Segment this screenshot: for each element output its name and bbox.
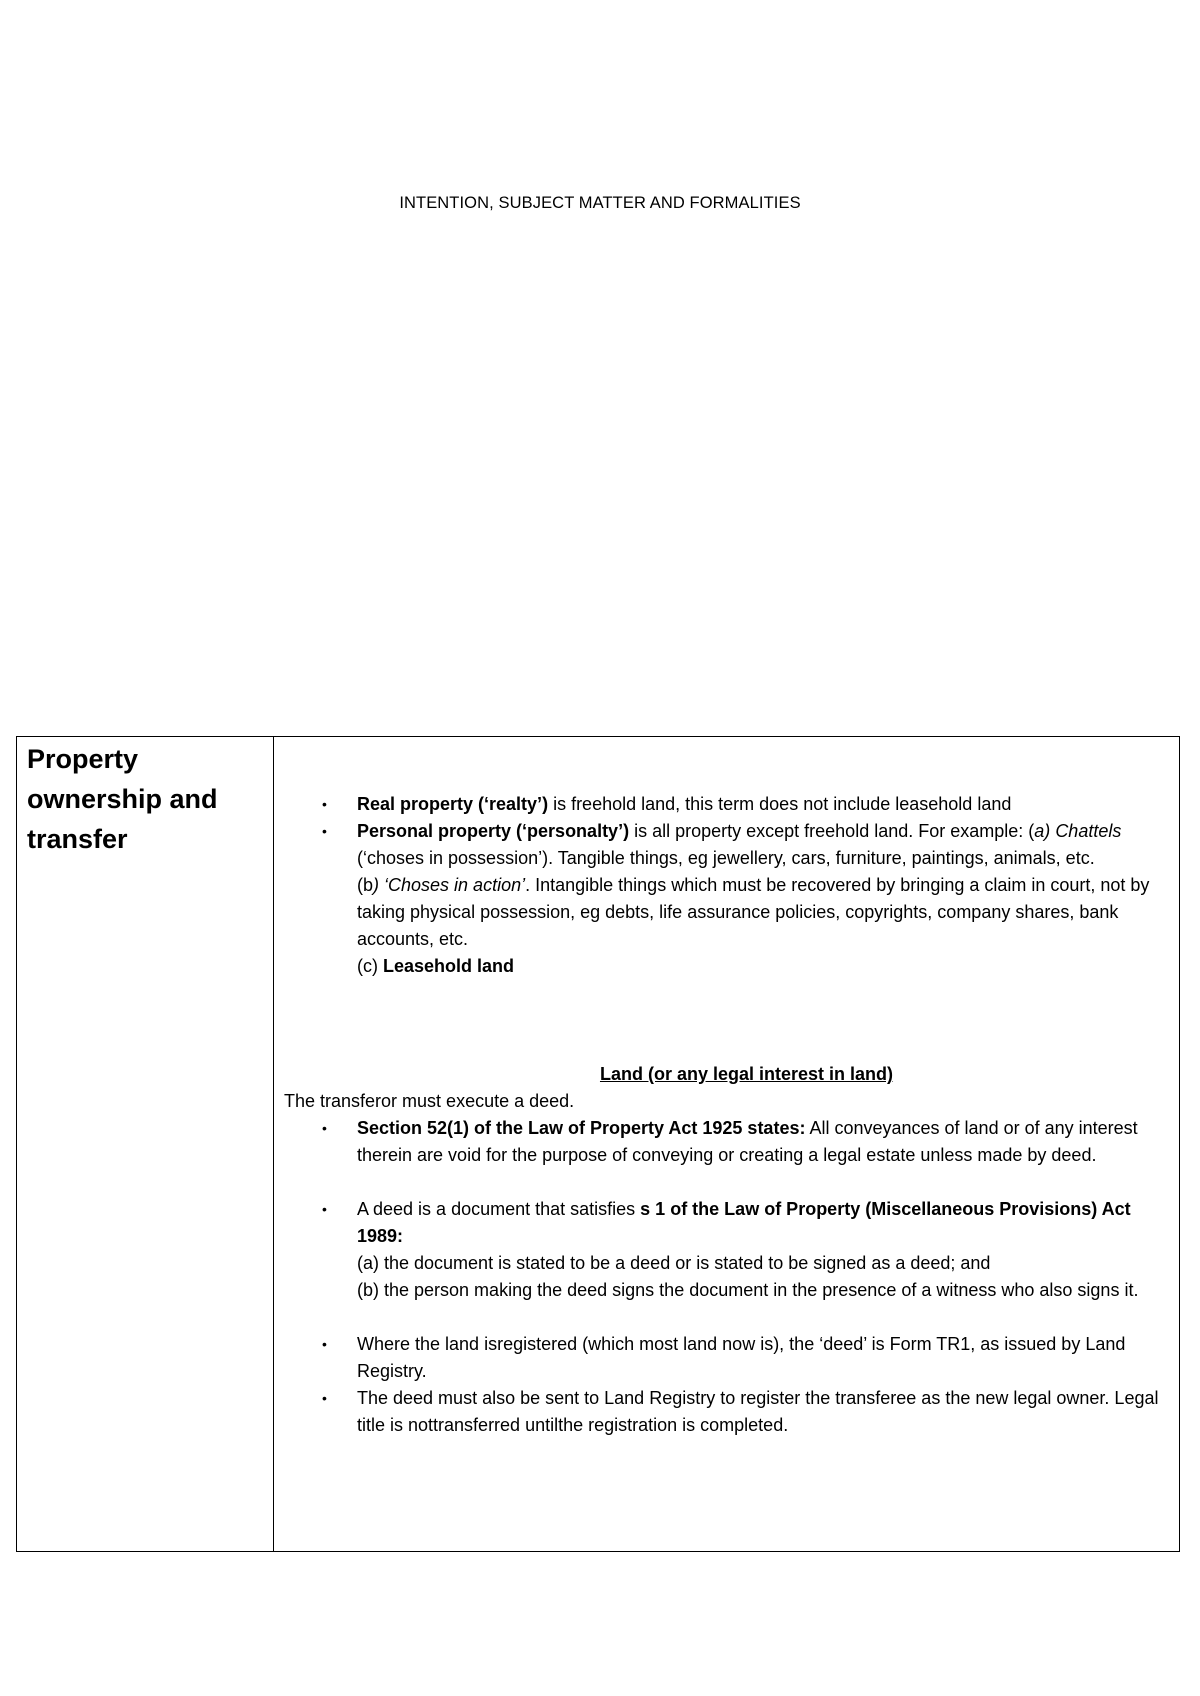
choses-in-action-term: ) ‘Choses in action’ <box>373 875 526 895</box>
lpmpa-citation: s 1 of the Law of Property (Miscellaneous Provisions) Act 1989: <box>357 1199 1131 1246</box>
deed-definition-text: A deed is a document that satisfies <box>357 1199 641 1219</box>
realty-definition: is freehold land, this term does not include leasehold land <box>548 794 1012 814</box>
choses-in-action-line <box>357 872 1169 953</box>
bullet-icon: • <box>322 1201 327 1217</box>
land-intro: The transferor must execute a deed. <box>284 1091 575 1111</box>
leasehold-line <box>357 953 1169 980</box>
s52-text: All conveyances of land or of any interest therein are void for the purpose of conveying or creating a legal estate unless made by deed. <box>357 1118 1138 1165</box>
topic-line: Property <box>27 744 139 774</box>
registered-land-text: Where the land isregistered (which most land now is), the ‘deed’ is Form TR1, as issued by Land Registry. <box>357 1334 1126 1381</box>
land-section-heading: Land (or any legal interest in land) <box>599 1064 894 1084</box>
property-types-list <box>284 791 1169 980</box>
topic-heading <box>17 737 273 859</box>
personalty-term: Personal property (‘personalty’) <box>357 821 630 841</box>
bullet-icon: • <box>322 823 327 839</box>
item-c-label: (c) <box>357 956 383 976</box>
list-item-realty <box>284 791 1169 818</box>
list-item-s52 <box>284 1115 1169 1169</box>
content-cell <box>274 737 1180 1552</box>
bullet-icon: • <box>322 1120 327 1136</box>
bullet-icon: • <box>322 1336 327 1352</box>
choses-in-action-definition: . Intangible things which must be recovered by bringing a claim in court, not by taking physical possession, eg debts, life assurance policies, copyrights, company shares, bank accounts, etc. <box>357 875 1150 949</box>
notes-table <box>16 736 1180 1552</box>
topic-line: ownership and <box>27 784 218 814</box>
registration-list <box>284 1331 1169 1439</box>
realty-term: Real property (‘realty’) <box>357 794 549 814</box>
land-registry-text: The deed must also be sent to Land Registry to register the transferee as the new legal owner. Legal title is nottransferred untilthe registration is completed. <box>357 1388 1159 1435</box>
table-row <box>17 737 1180 1552</box>
personalty-definition: is all property except freehold land. For example: ( <box>629 821 1035 841</box>
list-item-personalty <box>284 818 1169 980</box>
s52-citation: Section 52(1) of the Law of Property Act 1925 states: <box>357 1118 806 1138</box>
chattels-definition: (‘choses in possession’). Tangible things, eg jewellery, cars, furniture, paintings, animals, etc. <box>357 848 1095 868</box>
deed-requirement-a: (a) the document is stated to be a deed or is stated to be signed as a deed; and <box>357 1253 991 1273</box>
item-a-label: a) <box>1034 821 1051 841</box>
deed-requirement-b: (b) the person making the deed signs the document in the presence of a witness who also signs it. <box>357 1280 1139 1300</box>
list-item-registered-land <box>284 1331 1169 1385</box>
topic-line: transfer <box>27 824 128 854</box>
item-b-label: (b <box>357 875 374 895</box>
leasehold-term: Leasehold land <box>383 956 515 976</box>
list-item-deed-definition <box>284 1196 1169 1304</box>
list-item-land-registry <box>284 1385 1169 1439</box>
land-rules-list <box>284 1115 1169 1169</box>
bullet-icon: • <box>322 1390 327 1406</box>
bullet-icon: • <box>322 796 327 812</box>
chattels-term: Chattels <box>1055 821 1122 841</box>
topic-cell <box>17 737 274 1552</box>
document-title: INTENTION, SUBJECT MATTER AND FORMALITIES <box>399 194 801 212</box>
deed-definition-list <box>284 1196 1169 1304</box>
